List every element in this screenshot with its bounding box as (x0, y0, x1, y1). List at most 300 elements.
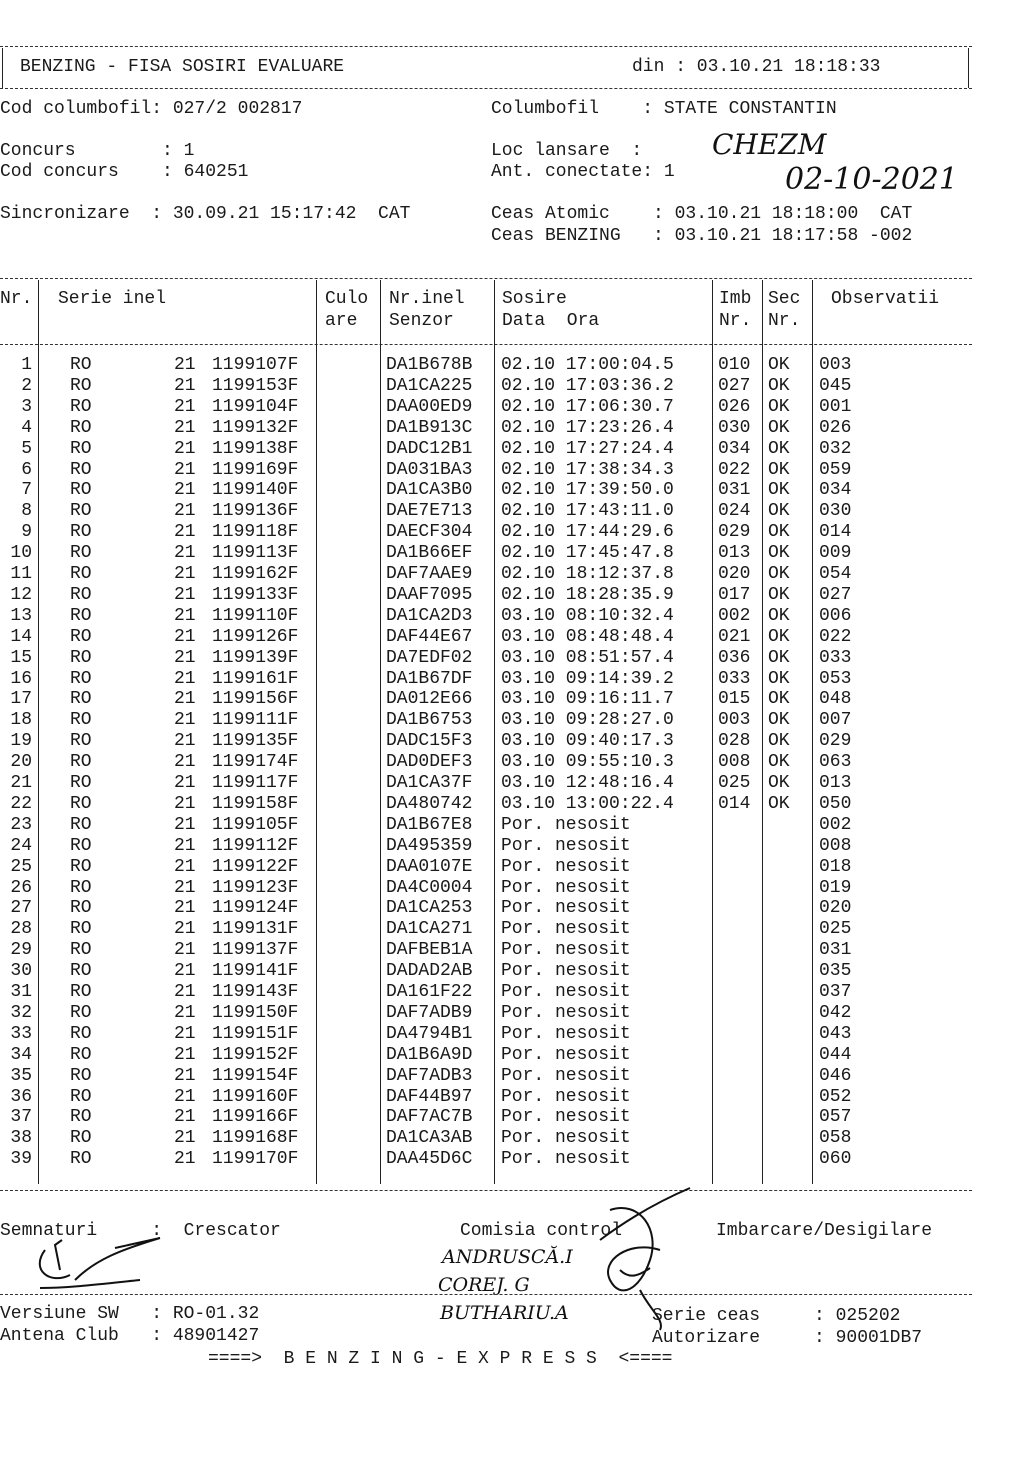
cod-columbofil: Cod columbofil: 027/2 002817 (0, 99, 303, 119)
row-year: 21 (174, 752, 196, 773)
row-imb: 017 (718, 584, 751, 605)
table-row (0, 418, 1024, 439)
row-obs: 063 (819, 752, 852, 773)
table-header-rule (0, 344, 972, 345)
row-imb: 021 (718, 626, 751, 647)
row-sec: OK (768, 480, 790, 501)
row-sensor: DAE7E713 (386, 501, 473, 522)
table-row (0, 376, 1024, 397)
row-arrival: 03.10 13:00:22.4 (501, 793, 674, 814)
row-nr: 1 (21, 355, 32, 375)
col-header-sec-1: Sec (768, 289, 801, 309)
sincronizare: Sincronizare : 30.09.21 15:17:42 CAT (0, 204, 411, 224)
row-obs: 003 (819, 355, 852, 375)
row-arrival: Por. nesosit (501, 1044, 631, 1065)
row-obs: 020 (819, 898, 852, 919)
row-country: RO (70, 417, 92, 438)
row-imb: 002 (718, 605, 751, 626)
row-sec: OK (768, 773, 790, 793)
row-nr: 14 (10, 626, 32, 647)
row-country: RO (70, 1044, 92, 1065)
row-ring: 1199139F (212, 647, 299, 668)
row-country: RO (70, 856, 92, 877)
row-arrival: 02.10 17:23:26.4 (501, 417, 674, 438)
table-row (0, 773, 1024, 794)
row-year: 21 (174, 689, 196, 710)
row-obs: 025 (819, 919, 852, 940)
row-country: RO (70, 355, 92, 375)
row-arrival: 03.10 12:48:16.4 (501, 773, 674, 793)
row-sensor: DAF44B97 (386, 1086, 473, 1107)
row-obs: 031 (819, 940, 852, 961)
row-obs: 030 (819, 501, 852, 522)
imbarcare-label: Imbarcare/Desigilare (716, 1221, 933, 1241)
row-year: 21 (174, 1002, 196, 1023)
row-year: 21 (174, 731, 196, 752)
row-year: 21 (174, 480, 196, 501)
row-obs: 034 (819, 480, 852, 501)
col-header-sosire-2: Data Ora (502, 311, 600, 331)
row-imb: 010 (718, 355, 751, 375)
row-sec: OK (768, 626, 790, 647)
table-row (0, 564, 1024, 585)
row-imb: 020 (718, 564, 751, 584)
row-nr: 8 (21, 501, 32, 522)
row-sec: OK (768, 605, 790, 626)
row-sec: OK (768, 689, 790, 710)
row-nr: 12 (10, 584, 32, 605)
row-year: 21 (174, 459, 196, 480)
row-nr: 26 (10, 877, 32, 898)
row-imb: 033 (718, 668, 751, 689)
row-obs: 032 (819, 438, 852, 459)
row-arrival: Por. nesosit (501, 961, 631, 982)
row-ring: 1199113F (212, 543, 299, 564)
ceas-atomic: Ceas Atomic : 03.10.21 18:18:00 CAT (491, 204, 913, 224)
row-arrival: Por. nesosit (501, 919, 631, 940)
row-ring: 1199137F (212, 940, 299, 961)
row-country: RO (70, 1065, 92, 1086)
table-row (0, 606, 1024, 627)
row-nr: 29 (10, 940, 32, 961)
row-nr: 16 (10, 668, 32, 689)
row-sensor: DADC12B1 (386, 438, 473, 459)
loc-lansare: Loc lansare : (491, 141, 643, 161)
row-nr: 15 (10, 647, 32, 668)
row-country: RO (70, 668, 92, 689)
row-nr: 13 (10, 605, 32, 626)
row-country: RO (70, 1107, 92, 1128)
col-header-observatii: Observatii (831, 289, 940, 309)
row-year: 21 (174, 584, 196, 605)
row-sec: OK (768, 459, 790, 480)
row-year: 21 (174, 1086, 196, 1107)
row-obs: 037 (819, 982, 852, 1002)
row-year: 21 (174, 1065, 196, 1086)
row-country: RO (70, 522, 92, 543)
serie-ceas: Serie ceas : 025202 (652, 1306, 901, 1326)
row-sec: OK (768, 501, 790, 522)
row-country: RO (70, 898, 92, 919)
row-sec: OK (768, 396, 790, 417)
row-nr: 19 (10, 731, 32, 752)
cod-concurs: Cod concurs : 640251 (0, 162, 249, 182)
row-year: 21 (174, 919, 196, 940)
table-row (0, 961, 1024, 982)
row-arrival: 03.10 09:16:11.7 (501, 689, 674, 710)
row-year: 21 (174, 961, 196, 982)
comisia-control-label: Comisia control (460, 1221, 623, 1241)
row-sec: OK (768, 584, 790, 605)
row-country: RO (70, 1128, 92, 1149)
row-obs: 057 (819, 1107, 852, 1128)
row-ring: 1199111F (212, 710, 299, 731)
row-country: RO (70, 564, 92, 584)
row-sensor: DAF7AAE9 (386, 564, 473, 584)
row-country: RO (70, 647, 92, 668)
row-nr: 28 (10, 919, 32, 940)
row-year: 21 (174, 564, 196, 584)
row-imb: 015 (718, 689, 751, 710)
row-nr: 20 (10, 752, 32, 773)
row-year: 21 (174, 605, 196, 626)
table-row (0, 355, 1024, 376)
row-sensor: DA1CA271 (386, 919, 473, 940)
row-ring: 1199156F (212, 689, 299, 710)
row-year: 21 (174, 877, 196, 898)
row-sensor: DA1B6A9D (386, 1044, 473, 1065)
row-obs: 059 (819, 459, 852, 480)
row-obs: 014 (819, 522, 852, 543)
row-sec: OK (768, 793, 790, 814)
row-nr: 5 (21, 438, 32, 459)
table-row (0, 501, 1024, 522)
handwritten-date: 02-10-2021 (785, 162, 958, 197)
row-nr: 23 (10, 814, 32, 835)
row-sensor: DAAF7095 (386, 584, 473, 605)
row-sensor: DA480742 (386, 793, 473, 814)
row-country: RO (70, 396, 92, 417)
row-obs: 001 (819, 396, 852, 417)
row-obs: 019 (819, 877, 852, 898)
row-ring: 1199131F (212, 919, 299, 940)
row-arrival: Por. nesosit (501, 835, 631, 856)
row-arrival: Por. nesosit (501, 940, 631, 961)
row-ring: 1199168F (212, 1128, 299, 1149)
row-arrival: Por. nesosit (501, 1023, 631, 1044)
row-arrival: 03.10 08:48:48.4 (501, 626, 674, 647)
row-ring: 1199136F (212, 501, 299, 522)
row-sensor: DA7EDF02 (386, 647, 473, 668)
row-ring: 1199160F (212, 1086, 299, 1107)
row-sensor: DA1B67E8 (386, 814, 473, 835)
row-nr: 6 (21, 459, 32, 480)
row-obs: 058 (819, 1128, 852, 1149)
row-sec: OK (768, 438, 790, 459)
row-country: RO (70, 793, 92, 814)
row-obs: 007 (819, 710, 852, 731)
row-nr: 17 (10, 689, 32, 710)
table-row (0, 1149, 1024, 1170)
row-ring: 1199170F (212, 1149, 299, 1170)
row-arrival: Por. nesosit (501, 1065, 631, 1086)
row-obs: 002 (819, 814, 852, 835)
row-ring: 1199118F (212, 522, 299, 543)
row-year: 21 (174, 543, 196, 564)
row-ring: 1199151F (212, 1023, 299, 1044)
row-year: 21 (174, 501, 196, 522)
row-year: 21 (174, 417, 196, 438)
row-imb: 027 (718, 375, 751, 396)
row-arrival: Por. nesosit (501, 1149, 631, 1170)
row-sensor: DA4794B1 (386, 1023, 473, 1044)
header-left-border (2, 48, 3, 88)
autorizare: Autorizare : 90001DB7 (652, 1328, 923, 1348)
row-sec: OK (768, 417, 790, 438)
table-row (0, 898, 1024, 919)
table-row (0, 857, 1024, 878)
row-arrival: 02.10 17:39:50.0 (501, 480, 674, 501)
row-obs: 046 (819, 1065, 852, 1086)
row-sensor: DA1CA3AB (386, 1128, 473, 1149)
row-country: RO (70, 375, 92, 396)
row-country: RO (70, 480, 92, 501)
row-ring: 1199124F (212, 898, 299, 919)
table-row (0, 919, 1024, 940)
col-header-sec-2: Nr. (768, 311, 801, 331)
row-arrival: 02.10 17:00:04.5 (501, 355, 674, 375)
row-country: RO (70, 438, 92, 459)
row-sec: OK (768, 355, 790, 375)
row-ring: 1199140F (212, 480, 299, 501)
row-year: 21 (174, 522, 196, 543)
row-arrival: 02.10 17:27:24.4 (501, 438, 674, 459)
row-year: 21 (174, 898, 196, 919)
report-title: BENZING - FISA SOSIRI EVALUARE (20, 57, 345, 77)
row-imb: 022 (718, 459, 751, 480)
row-imb: 026 (718, 396, 751, 417)
row-ring: 1199107F (212, 355, 299, 375)
row-arrival: 02.10 17:03:36.2 (501, 375, 674, 396)
row-country: RO (70, 773, 92, 793)
row-sensor: DAD0DEF3 (386, 752, 473, 773)
row-sec: OK (768, 375, 790, 396)
row-ring: 1199135F (212, 731, 299, 752)
row-obs: 044 (819, 1044, 852, 1065)
crescator-signature (40, 1238, 160, 1288)
row-country: RO (70, 961, 92, 982)
row-nr: 3 (21, 396, 32, 417)
row-ring: 1199153F (212, 375, 299, 396)
row-imb: 003 (718, 710, 751, 731)
row-obs: 052 (819, 1086, 852, 1107)
table-row (0, 836, 1024, 857)
row-sensor: DAF44E67 (386, 626, 473, 647)
row-arrival: Por. nesosit (501, 1002, 631, 1023)
row-sensor: DAF7AC7B (386, 1107, 473, 1128)
benzing-express-banner: ====> B E N Z I N G - E X P R E S S <==== (208, 1349, 673, 1369)
col-header-culoare-1: Culo (325, 289, 369, 309)
row-arrival: 03.10 09:28:27.0 (501, 710, 674, 731)
table-row (0, 731, 1024, 752)
row-nr: 38 (10, 1128, 32, 1149)
row-imb: 008 (718, 752, 751, 773)
handwritten-name-2: COREJ. G (438, 1274, 530, 1296)
row-arrival: 02.10 17:38:34.3 (501, 459, 674, 480)
semnaturi-label: Semnaturi : Crescator (0, 1221, 281, 1241)
row-ring: 1199158F (212, 793, 299, 814)
row-sensor: DA161F22 (386, 982, 473, 1002)
row-nr: 36 (10, 1086, 32, 1107)
row-nr: 27 (10, 898, 32, 919)
row-ring: 1199122F (212, 856, 299, 877)
row-arrival: 03.10 09:14:39.2 (501, 668, 674, 689)
col-header-nrinel-1: Nr.inel (389, 289, 465, 309)
row-sensor: DA1B66EF (386, 543, 473, 564)
row-ring: 1199133F (212, 584, 299, 605)
row-ring: 1199143F (212, 982, 299, 1002)
row-arrival: Por. nesosit (501, 814, 631, 835)
col-header-nrinel-2: Senzor (389, 311, 454, 331)
row-obs: 060 (819, 1149, 852, 1170)
table-row (0, 1087, 1024, 1108)
row-arrival: Por. nesosit (501, 856, 631, 877)
row-imb: 036 (718, 647, 751, 668)
row-sensor: DA4C0004 (386, 877, 473, 898)
row-imb: 014 (718, 793, 751, 814)
row-obs: 027 (819, 584, 852, 605)
row-year: 21 (174, 1023, 196, 1044)
table-row (0, 1045, 1024, 1066)
table-top-rule (0, 278, 972, 279)
row-year: 21 (174, 1128, 196, 1149)
table-row (0, 794, 1024, 815)
row-imb: 034 (718, 438, 751, 459)
table-row (0, 397, 1024, 418)
row-sec: OK (768, 543, 790, 564)
row-country: RO (70, 605, 92, 626)
row-sec: OK (768, 647, 790, 668)
row-obs: 050 (819, 793, 852, 814)
row-sensor: DAA45D6C (386, 1149, 473, 1170)
row-sec: OK (768, 668, 790, 689)
row-nr: 7 (21, 480, 32, 501)
row-ring: 1199161F (212, 668, 299, 689)
header-top-rule (0, 46, 972, 47)
row-imb: 028 (718, 731, 751, 752)
row-obs: 022 (819, 626, 852, 647)
row-ring: 1199132F (212, 417, 299, 438)
row-year: 21 (174, 793, 196, 814)
row-country: RO (70, 1002, 92, 1023)
row-arrival: Por. nesosit (501, 1128, 631, 1149)
row-year: 21 (174, 1044, 196, 1065)
row-country: RO (70, 1086, 92, 1107)
row-arrival: 02.10 18:28:35.9 (501, 584, 674, 605)
col-header-culoare-2: are (325, 311, 358, 331)
row-country: RO (70, 919, 92, 940)
row-nr: 31 (10, 982, 32, 1002)
row-year: 21 (174, 710, 196, 731)
row-year: 21 (174, 355, 196, 375)
row-nr: 30 (10, 961, 32, 982)
ceas-benzing: Ceas BENZING : 03.10.21 18:17:58 -002 (491, 226, 913, 246)
row-year: 21 (174, 940, 196, 961)
row-sensor: DADAD2AB (386, 961, 473, 982)
antena-club: Antena Club : 48901427 (0, 1326, 260, 1346)
row-obs: 018 (819, 856, 852, 877)
col-header-nr: Nr. (0, 289, 33, 309)
row-year: 21 (174, 375, 196, 396)
row-nr: 34 (10, 1044, 32, 1065)
row-year: 21 (174, 856, 196, 877)
row-ring: 1199169F (212, 459, 299, 480)
row-sensor: DA031BA3 (386, 459, 473, 480)
row-country: RO (70, 626, 92, 647)
row-year: 21 (174, 396, 196, 417)
row-ring: 1199105F (212, 814, 299, 835)
table-row (0, 689, 1024, 710)
row-ring: 1199112F (212, 835, 299, 856)
row-country: RO (70, 543, 92, 564)
row-ring: 1199123F (212, 877, 299, 898)
row-sensor: DAECF304 (386, 522, 473, 543)
row-obs: 029 (819, 731, 852, 752)
row-sensor: DAFBEB1A (386, 940, 473, 961)
row-arrival: 03.10 08:51:57.4 (501, 647, 674, 668)
row-ring: 1199117F (212, 773, 299, 793)
table-row (0, 982, 1024, 1003)
row-arrival: 02.10 18:12:37.8 (501, 564, 674, 584)
columbofil: Columbofil : STATE CONSTANTIN (491, 99, 837, 119)
row-ring: 1199138F (212, 438, 299, 459)
row-obs: 043 (819, 1023, 852, 1044)
row-arrival: 03.10 09:40:17.3 (501, 731, 674, 752)
table-row (0, 522, 1024, 543)
table-row (0, 669, 1024, 690)
row-sensor: DA495359 (386, 835, 473, 856)
row-obs: 054 (819, 564, 852, 584)
row-obs: 013 (819, 773, 852, 793)
row-sensor: DA1CA225 (386, 375, 473, 396)
row-arrival: 03.10 09:55:10.3 (501, 752, 674, 773)
row-ring: 1199150F (212, 1002, 299, 1023)
table-row (0, 439, 1024, 460)
row-nr: 10 (10, 543, 32, 564)
row-obs: 009 (819, 543, 852, 564)
row-arrival: Por. nesosit (501, 898, 631, 919)
row-country: RO (70, 710, 92, 731)
row-country: RO (70, 501, 92, 522)
row-sensor: DA1B678B (386, 355, 473, 375)
table-row (0, 940, 1024, 961)
row-sensor: DA1B913C (386, 417, 473, 438)
row-country: RO (70, 584, 92, 605)
versiune-sw: Versiune SW : RO-01.32 (0, 1304, 260, 1324)
table-row (0, 1128, 1024, 1149)
ant-conectate: Ant. conectate: 1 (491, 162, 675, 182)
row-sensor: DAA00ED9 (386, 396, 473, 417)
col-header-imb-1: Imb (719, 289, 752, 309)
table-row (0, 1066, 1024, 1087)
row-year: 21 (174, 626, 196, 647)
row-sec: OK (768, 752, 790, 773)
row-sensor: DAF7ADB9 (386, 1002, 473, 1023)
row-obs: 053 (819, 668, 852, 689)
table-row (0, 480, 1024, 501)
row-year: 21 (174, 1107, 196, 1128)
header-right-border (968, 48, 969, 88)
